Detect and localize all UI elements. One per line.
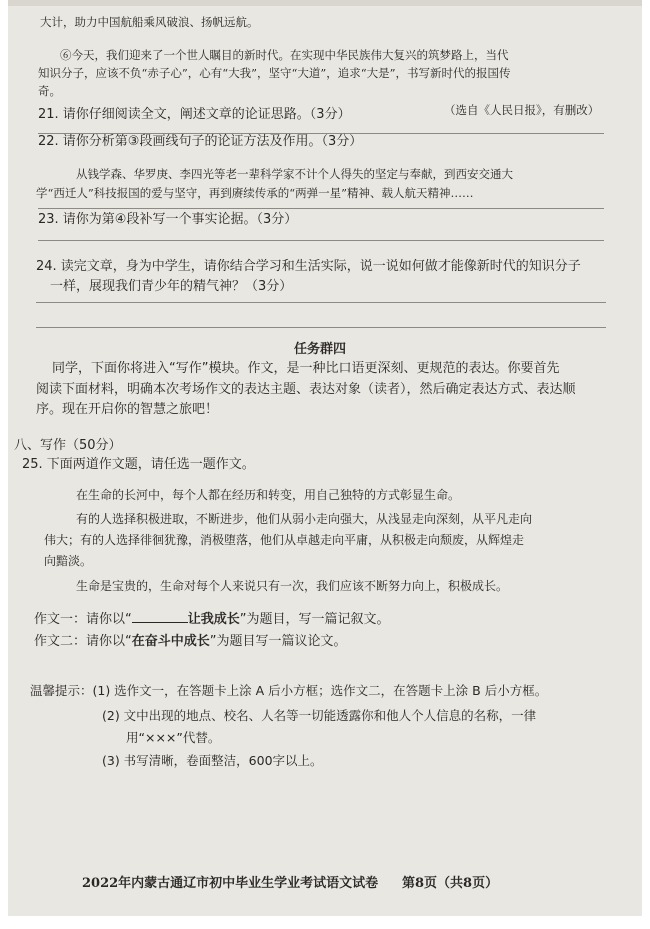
page-shade bbox=[8, 0, 642, 6]
page-number: 第8页（共8页） bbox=[402, 876, 499, 891]
question-22-quote: 从钱学森、华罗庚、李四光等老一辈科学家不计个人得失的坚定与奉献，到西安交通大 bbox=[76, 167, 513, 181]
topic-2-title: 在奋斗中成长 bbox=[131, 634, 210, 649]
question-24: 一样，展现我们青少年的精气神？（3分） bbox=[50, 279, 293, 294]
answer-line bbox=[36, 302, 606, 303]
question-22: 22. 请你分析第③段画线句子的论证方法及作用。（3分） bbox=[38, 134, 363, 149]
question-22-quote: 学“西迁人”科技报国的爱与坚守，再到赓续传承的“两弹一星”精神、载人航天精神…… bbox=[36, 186, 474, 200]
exam-title-footer: 2022年内蒙古通辽市初中毕业生学业考试语文试卷 bbox=[82, 876, 379, 891]
material-line: 伟大；有的人选择徘徊犹豫，消极堕落，他们从卓越走向平庸，从积极走向颓废，从辉煌走 bbox=[44, 533, 525, 547]
answer-line bbox=[38, 240, 604, 241]
question-21: 21. 请你仔细阅读全文，阐述文章的论证思路。（3分） bbox=[38, 107, 351, 122]
tip-line: (2) 文中出现的地点、校名、人名等一切能透露你和他人个人信息的名称，一律 bbox=[102, 708, 537, 723]
passage-line: 知识分子，应该不负“赤子心”，心有“大我”，坚守“大道”，追求“大是”，书写新时代的报国传 bbox=[38, 66, 511, 80]
essay-topic-1 bbox=[34, 611, 390, 628]
topic-2-suffix: ”为题目写一篇议论文。 bbox=[209, 634, 347, 649]
question-23: 23. 请你为第④段补写一个事实论据。（3分） bbox=[38, 212, 298, 227]
topic-2-prefix: 作文二：请你以“ bbox=[34, 634, 132, 649]
topic-1-prefix: 作文一：请你以“ bbox=[34, 612, 132, 627]
topic-1-suffix: ”为题目，写一篇记叙文。 bbox=[239, 612, 390, 627]
question-24: 24. 读完文章，身为中学生，请你结合学习和生活实际，说一说如何做才能像新时代的知识分子 bbox=[36, 259, 581, 274]
passage-line: 奇。 bbox=[38, 84, 61, 98]
answer-line bbox=[36, 327, 606, 328]
task-intro: 同学，下面你将进入“写作”模块。作文，是一种比口语更深刻、更规范的表达。你要首先 bbox=[52, 361, 560, 376]
title-blank bbox=[132, 611, 188, 623]
tip-line: 用“×××”代替。 bbox=[126, 730, 221, 745]
task-heading: 任务群四 bbox=[294, 342, 347, 357]
passage-source: （选自《人民日报》，有删改） bbox=[444, 103, 600, 117]
task-intro: 序。现在开启你的智慧之旅吧！ bbox=[36, 402, 219, 417]
tip-line: (3) 书写清晰，卷面整洁，600字以上。 bbox=[102, 753, 323, 768]
answer-line bbox=[38, 208, 604, 209]
section-heading: 八、写作（50分） bbox=[14, 438, 122, 453]
passage-line: 大计，助力中国航船乘风破浪、扬帆远航。 bbox=[40, 15, 259, 29]
material-line: 向黯淡。 bbox=[44, 554, 93, 568]
passage-line: ⑥今天，我们迎来了一个世人瞩目的新时代。在实现中华民族伟大复兴的筑梦路上，当代 bbox=[60, 48, 509, 62]
tip-line: 温馨提示：(1) 选作文一，在答题卡上涂 A 后小方框；选作文二，在答题卡上涂 B 后小方框。 bbox=[30, 683, 548, 698]
material-line: 生命是宝贵的，生命对每个人来说只有一次，我们应该不断努力向上，积极成长。 bbox=[76, 579, 509, 593]
material-line: 在生命的长河中，每个人都在经历和转变，用自己独特的方式彰显生命。 bbox=[76, 488, 461, 502]
task-intro: 阅读下面材料，明确本次考场作文的表达主题、表达对象（读者），然后确定表达方式、表达顺 bbox=[36, 382, 576, 397]
topic-1-title: 让我成长 bbox=[187, 612, 240, 627]
exam-page bbox=[8, 0, 642, 916]
material-line: 有的人选择积极进取，不断进步，他们从弱小走向强大，从浅显走向深刻，从平凡走向 bbox=[76, 512, 533, 526]
essay-topic-2 bbox=[34, 634, 347, 650]
question-25: 25. 下面两道作文题，请任选一题作文。 bbox=[22, 457, 255, 472]
